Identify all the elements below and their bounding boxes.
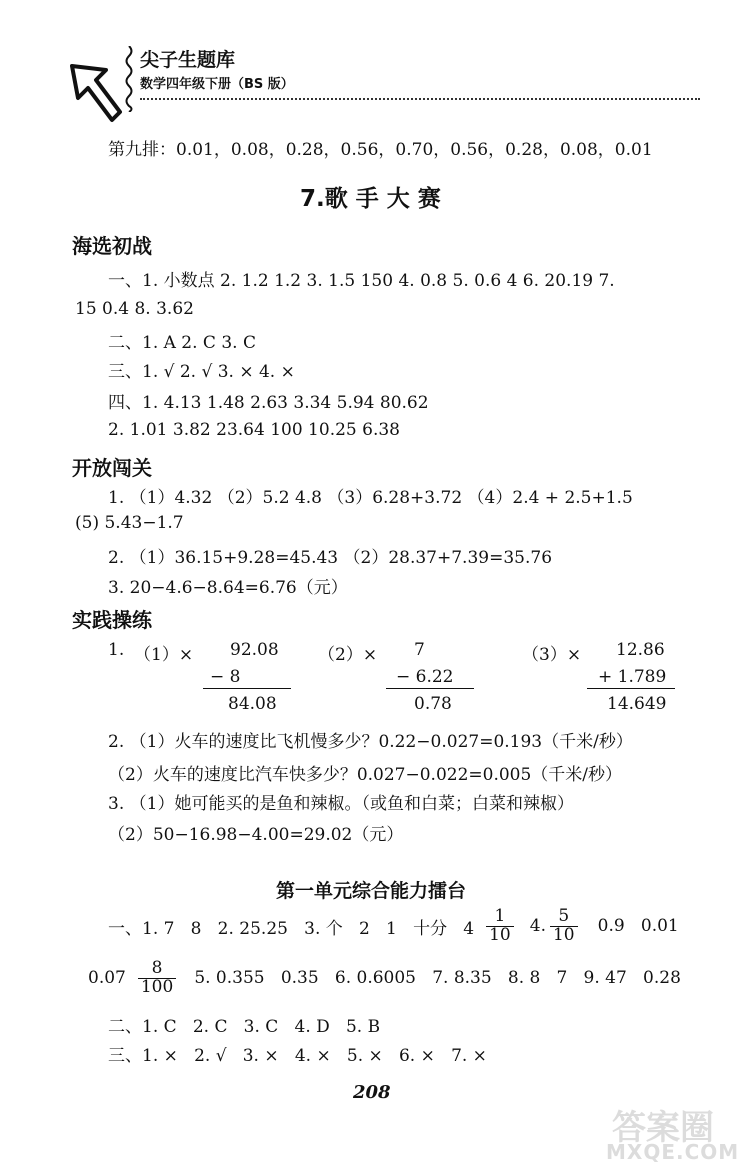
heading-shijian: 实践操练 bbox=[72, 608, 152, 632]
haixuan-line-2: 15 0.4 8. 3.62 bbox=[75, 299, 194, 319]
shijian-line-2: 2. （1）火车的速度比飞机慢多少？0.22−0.027=0.193（千米/秒） bbox=[108, 732, 633, 752]
shijian-line-5: （2）50−16.98−4.00=29.02（元） bbox=[108, 825, 404, 845]
kaifang-line-3: 2. （1）36.15+9.28=45.43 （2）28.37+7.39=35.76 bbox=[108, 548, 553, 568]
header-title: 尖子生题库 bbox=[140, 49, 236, 71]
unit1-row1-c: 0.9 0.01 bbox=[597, 916, 679, 937]
header-subtitle: 数学四年级下册（BS 版） bbox=[140, 77, 294, 92]
unit1-title: 第一单元综合能力擂台 bbox=[276, 880, 467, 902]
calc-label: （2）× bbox=[318, 645, 378, 665]
kaifang-line-2: (5) 5.43−1.7 bbox=[75, 513, 184, 533]
calc-label: （1）× bbox=[134, 645, 194, 665]
top-line: 第九排：0.01，0.08，0.28，0.56，0.70，0.56，0.28，0.08，0.01 bbox=[108, 140, 653, 160]
haixuan-line-4: 三、1. √ 2. √ 3. × 4. × bbox=[108, 362, 295, 382]
fraction-numerator: 5 bbox=[558, 906, 570, 926]
calc-top: 12.86 bbox=[616, 640, 665, 660]
kaifang-line-1: 1. （1）4.32 （2）5.2 4.8 （3）6.28+3.72 （4）2.4 + 2.5+1.5 bbox=[108, 488, 633, 508]
heading-haixuan: 海选初战 bbox=[72, 234, 152, 258]
fraction-numerator: 1 bbox=[494, 906, 506, 926]
calc-op: + 1.789 bbox=[598, 667, 667, 687]
watermark-text: 答案圈 bbox=[612, 1108, 714, 1148]
haixuan-line-6: 2. 1.01 3.82 23.64 100 10.25 6.38 bbox=[108, 420, 400, 440]
fraction-denominator: 10 bbox=[550, 926, 578, 945]
fraction-numerator: 8 bbox=[151, 958, 163, 978]
calc-rule bbox=[587, 688, 675, 689]
calc-rule bbox=[386, 688, 474, 689]
fraction bbox=[486, 908, 514, 945]
calc-top: 92.08 bbox=[230, 640, 279, 660]
unit1-row1-b: 4. bbox=[529, 916, 546, 937]
calc-result: 0.78 bbox=[414, 694, 452, 714]
section-title: 7.歌 手 大 赛 bbox=[300, 186, 441, 212]
shijian-q1-prefix: 1. bbox=[108, 640, 125, 660]
unit1-row-1 bbox=[108, 908, 679, 945]
wavy-divider-icon bbox=[124, 46, 134, 112]
calc-op: − 8 bbox=[210, 667, 241, 687]
haixuan-line-1: 一、1. 小数点 2. 1.2 1.2 3. 1.5 150 4. 0.8 5. 0.6 4 6. 20.19 7. bbox=[108, 271, 615, 291]
calc-op: − 6.22 bbox=[396, 667, 454, 687]
calc-result: 84.08 bbox=[228, 694, 277, 714]
fraction-denominator: 100 bbox=[138, 978, 176, 997]
unit1-row1-a: 一、1. 7 8 2. 25.25 3. 个 2 1 十分 4 bbox=[108, 918, 475, 939]
calc-label: （3）× bbox=[522, 645, 582, 665]
haixuan-line-3: 二、1. A 2. C 3. C bbox=[108, 333, 256, 353]
heading-kaifang: 开放闯关 bbox=[72, 456, 152, 480]
arrow-logo-icon bbox=[66, 60, 126, 128]
fraction-denominator: 10 bbox=[486, 926, 514, 945]
haixuan-line-5: 四、1. 4.13 1.48 2.63 3.34 5.94 80.62 bbox=[108, 393, 429, 413]
unit1-row2-b: 5. 0.355 0.35 6. 0.6005 7. 8.35 8. 8 7 9. 47 0.28 bbox=[194, 968, 681, 989]
page-number: 208 bbox=[353, 1082, 391, 1103]
fraction bbox=[550, 908, 578, 945]
unit1-row-2 bbox=[88, 960, 681, 997]
shijian-line-3: （2）火车的速度比汽车快多少？0.027−0.022=0.005（千米/秒） bbox=[108, 765, 623, 785]
header-dotted-rule bbox=[140, 98, 700, 100]
shijian-line-4: 3. （1）她可能买的是鱼和辣椒。（或鱼和白菜；白菜和辣椒） bbox=[108, 794, 574, 814]
calc-top: 7 bbox=[414, 640, 425, 660]
kaifang-line-4: 3. 20−4.6−8.64=6.76（元） bbox=[108, 578, 348, 598]
calc-rule bbox=[203, 688, 291, 689]
watermark-url: MXQE.COM bbox=[606, 1140, 740, 1164]
unit1-row-4: 三、1. × 2. √ 3. × 4. × 5. × 6. × 7. × bbox=[108, 1046, 487, 1066]
unit1-row-3: 二、1. C 2. C 3. C 4. D 5. B bbox=[108, 1017, 381, 1037]
fraction bbox=[138, 960, 176, 997]
calc-result: 14.649 bbox=[607, 694, 667, 714]
unit1-row2-a: 0.07 bbox=[88, 968, 126, 989]
